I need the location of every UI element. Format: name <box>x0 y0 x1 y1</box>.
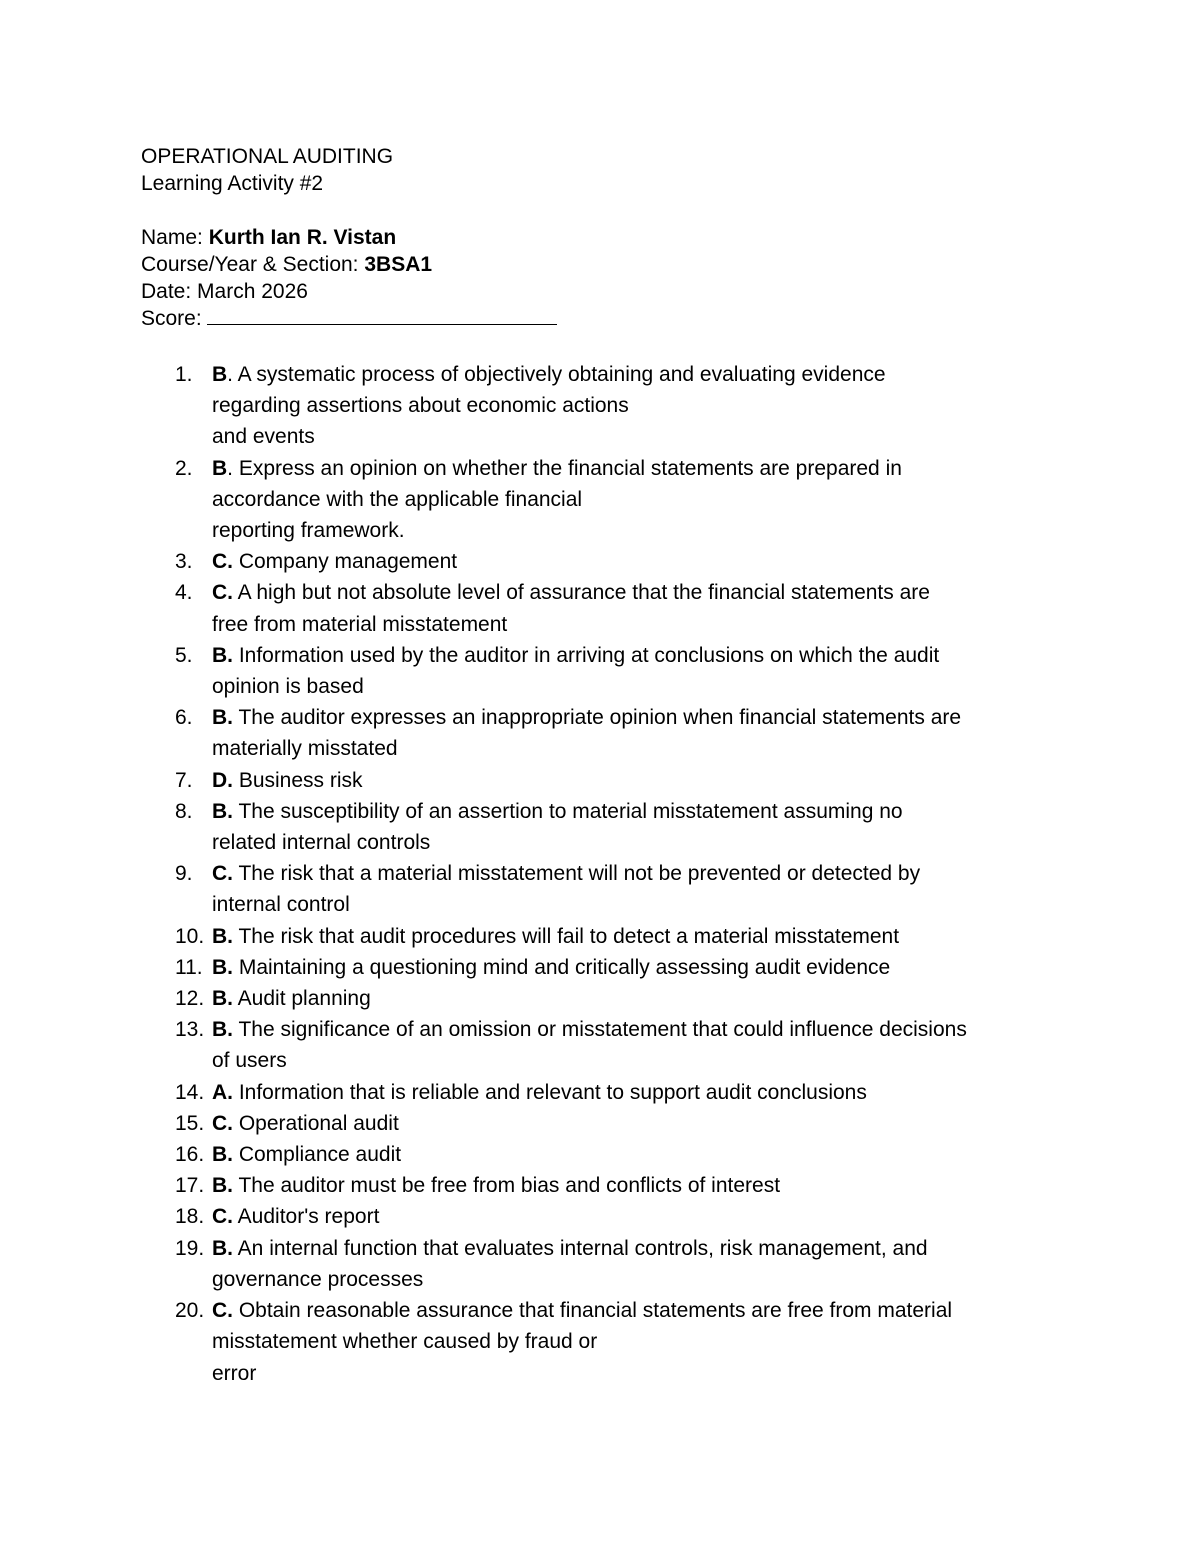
answer-letter: C. <box>212 550 233 574</box>
date-row: Date: March 2026 <box>141 280 308 303</box>
answer-letter: B <box>212 456 228 480</box>
name-value: Kurth Ian R. Vistan <box>208 226 397 249</box>
answer-item <box>141 921 1081 952</box>
answer-first-line <box>212 952 1081 983</box>
answer-letter: C. <box>212 1205 233 1229</box>
answer-first-line <box>212 796 1081 827</box>
answer-number: 14. <box>175 1080 205 1104</box>
answer-letter: B. <box>212 1018 233 1042</box>
answer-continuation-line: free from material misstatement <box>212 612 508 636</box>
answer-list <box>141 359 1081 1389</box>
document-header <box>141 143 557 332</box>
answer-item <box>141 577 1081 639</box>
answer-item <box>141 702 1081 764</box>
answer-text: . A systematic process of objectively obtaining and evaluating evidence <box>227 363 886 386</box>
answer-number: 20. <box>175 1299 205 1323</box>
answer-text: Audit planning <box>233 987 371 1011</box>
answer-continuation-line: reporting framework. <box>212 519 405 543</box>
answer-continuation-line: opinion is based <box>212 675 364 699</box>
answer-number: 6. <box>175 706 193 730</box>
answer-first-line <box>212 1233 1081 1264</box>
answer-first-line <box>212 702 1081 733</box>
spacer <box>141 197 557 224</box>
answer-text: Compliance audit <box>233 1143 402 1167</box>
answer-text: Information used by the auditor in arriving at conclusions on which the audit <box>233 643 940 667</box>
answer-continuation-line: error <box>212 1361 257 1385</box>
answer-continuation-line: misstatement whether caused by fraud or <box>212 1330 598 1354</box>
answer-item <box>141 1201 1081 1232</box>
answer-letter: B. <box>212 1143 233 1167</box>
answer-first-line <box>212 1139 1081 1170</box>
answer-text: The susceptibility of an assertion to material misstatement assuming no <box>233 799 903 823</box>
answer-item <box>141 858 1081 920</box>
answer-number: 16. <box>175 1143 205 1167</box>
answer-item <box>141 796 1081 858</box>
answer-number: 11. <box>175 955 203 979</box>
answer-text: Operational audit <box>233 1111 399 1135</box>
answer-first-line <box>212 858 1081 889</box>
answer-item <box>141 1295 1081 1389</box>
answer-continuation-line: of users <box>212 1049 287 1073</box>
answer-number: 17. <box>175 1174 205 1198</box>
answer-continuation-line: and events <box>212 425 315 449</box>
answer-letter: B. <box>212 706 233 730</box>
answer-text: The risk that audit procedures will fail to detect a material misstatement <box>233 924 900 948</box>
answer-first-line <box>212 640 1081 671</box>
answer-first-line <box>212 1170 1081 1201</box>
answer-item <box>141 1139 1081 1170</box>
answer-letter: B. <box>212 924 233 948</box>
answer-letter: B. <box>212 799 233 823</box>
answer-item <box>141 983 1081 1014</box>
answer-first-line <box>212 921 1081 952</box>
answer-number: 1. <box>175 363 193 386</box>
answer-continuation-line: regarding assertions about economic actions <box>212 394 629 418</box>
answer-letter: C. <box>212 1299 233 1323</box>
answer-number: 9. <box>175 862 193 886</box>
answer-first-line <box>212 765 1081 796</box>
name-row <box>141 224 557 251</box>
answer-first-line <box>212 1295 1081 1326</box>
answer-first-line <box>212 1014 1081 1045</box>
answer-item <box>141 765 1081 796</box>
answer-text: Business risk <box>233 768 363 792</box>
answer-letter: A. <box>212 1080 233 1104</box>
answer-item <box>141 359 1081 453</box>
answer-letter: B. <box>212 955 233 979</box>
answer-continuation-line: related internal controls <box>212 831 431 855</box>
document-subtitle: Learning Activity #2 <box>141 172 324 195</box>
answer-text: Company management <box>233 550 458 574</box>
answer-text: Obtain reasonable assurance that financial statements are free from material <box>233 1299 953 1323</box>
answer-item <box>141 1077 1081 1108</box>
answer-continuation-line: governance processes <box>212 1267 424 1291</box>
answer-item <box>141 1233 1081 1295</box>
answer-letter: B <box>212 363 228 386</box>
answer-first-line <box>212 546 1081 577</box>
answer-letter: C. <box>212 862 233 886</box>
answer-number: 10. <box>175 924 205 948</box>
answer-text: The risk that a material misstatement will not be prevented or detected by <box>233 862 921 886</box>
answer-continuation-line: materially misstated <box>212 737 398 761</box>
answer-text: The significance of an omission or misstatement that could influence decisions <box>233 1018 967 1042</box>
answer-letter: B. <box>212 1174 233 1198</box>
answer-first-line <box>212 983 1081 1014</box>
answer-item <box>141 1014 1081 1076</box>
answer-continuation-line: accordance with the applicable financial <box>212 487 583 511</box>
answer-first-line <box>212 1077 1081 1108</box>
answer-first-line <box>212 453 1081 484</box>
answer-letter: B. <box>212 1236 233 1260</box>
answer-text: An internal function that evaluates internal controls, risk management, and <box>233 1236 928 1260</box>
answer-letter: B. <box>212 987 233 1011</box>
answer-item <box>141 1108 1081 1139</box>
answer-number: 18. <box>175 1205 205 1229</box>
answer-text: Information that is reliable and relevant to support audit conclusions <box>233 1080 867 1104</box>
answer-first-line <box>212 1108 1081 1139</box>
answer-letter: D. <box>212 768 233 792</box>
answer-first-line <box>212 359 1081 390</box>
answer-number: 19. <box>175 1236 205 1260</box>
answer-number: 2. <box>175 456 193 480</box>
answer-text: The auditor must be free from bias and conflicts of interest <box>233 1174 781 1198</box>
answer-number: 8. <box>175 799 193 823</box>
score-label: Score: <box>141 307 202 330</box>
answer-item <box>141 546 1081 577</box>
answer-text: Auditor's report <box>233 1205 380 1229</box>
answer-item <box>141 640 1081 702</box>
answer-number: 13. <box>175 1018 205 1042</box>
answer-number: 3. <box>175 550 193 574</box>
course-row <box>141 251 557 278</box>
answer-letter: C. <box>212 581 233 605</box>
answer-text: The auditor expresses an inappropriate opinion when financial statements are <box>233 706 962 730</box>
answer-item <box>141 952 1081 983</box>
score-blank-line <box>207 306 557 325</box>
answer-letter: B. <box>212 643 233 667</box>
answer-first-line <box>212 577 1081 608</box>
score-row <box>141 305 557 332</box>
answer-number: 7. <box>175 768 193 792</box>
answer-number: 12. <box>175 987 205 1011</box>
answer-letter: C. <box>212 1111 233 1135</box>
answer-text: A high but not absolute level of assurance that the financial statements are <box>233 581 930 605</box>
answer-text: Maintaining a questioning mind and critically assessing audit evidence <box>233 955 891 979</box>
answer-item <box>141 1170 1081 1201</box>
answer-item <box>141 453 1081 547</box>
answer-text: . Express an opinion on whether the financial statements are prepared in <box>227 456 902 480</box>
document-title: OPERATIONAL AUDITING <box>141 145 394 168</box>
course-value: 3BSA1 <box>364 253 433 276</box>
course-label: Course/Year & Section: <box>141 253 359 276</box>
name-label: Name: <box>141 226 203 249</box>
answer-number: 5. <box>175 643 193 667</box>
answer-number: 4. <box>175 581 193 605</box>
answer-continuation-line: internal control <box>212 893 350 917</box>
answer-number: 15. <box>175 1111 205 1135</box>
answer-first-line <box>212 1201 1081 1232</box>
